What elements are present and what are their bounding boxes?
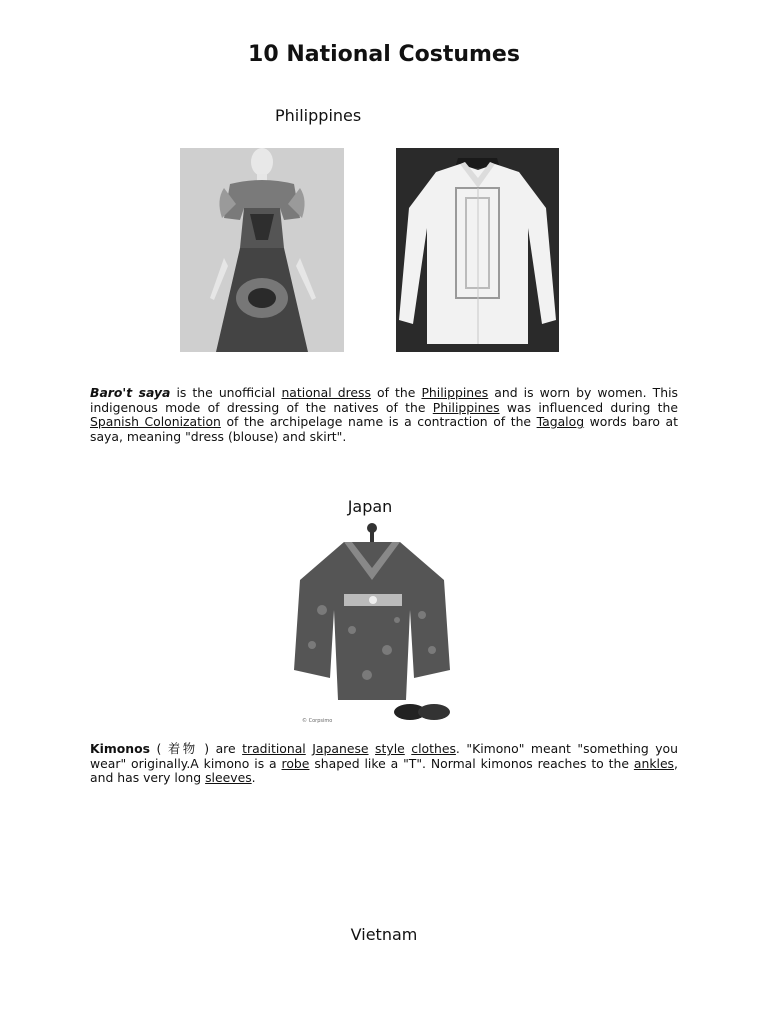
text-span: shaped like a "T". Normal kimonos reaches to the — [309, 755, 634, 771]
kimono-image — [282, 520, 452, 730]
link-clothes[interactable]: clothes — [411, 741, 456, 756]
text-span: of the — [370, 385, 422, 400]
text-span: . "Kimono" meant "something you wear" originally.A kimono is a — [90, 741, 678, 771]
link-philippines[interactable]: Philippines — [421, 385, 489, 400]
link-robe[interactable]: robe — [281, 755, 310, 771]
barong-shirt-image — [396, 148, 559, 352]
link-spanish-colonization[interactable]: Spanish Colonization — [90, 414, 221, 430]
link-philippines-2[interactable]: Philippines — [432, 399, 500, 415]
term-kimonos: Kimonos — [90, 741, 150, 756]
text-span: ( 着物 ) are — [149, 741, 243, 756]
japan-paragraph — [90, 742, 678, 786]
saya-dress-icon — [180, 148, 344, 352]
section-heading-philippines: Philippines — [275, 106, 362, 125]
kimono-icon — [282, 520, 452, 730]
section-heading-vietnam: Vietnam — [350, 925, 418, 944]
section-heading-japan: Japan — [347, 497, 393, 516]
text-span: words baro at saya, meaning "dress (blouse) and skirt". — [90, 414, 678, 444]
barong-shirt-icon — [396, 148, 559, 352]
saya-dress-image — [180, 148, 344, 352]
link-style[interactable]: style — [375, 741, 405, 756]
philippines-paragraph — [90, 386, 678, 444]
link-ankles[interactable]: ankles — [633, 755, 675, 771]
link-sleeves[interactable]: sleeves — [205, 770, 252, 786]
text-span: is the unofficial — [170, 385, 282, 400]
text-span: of the archipelage name is a contraction of the — [220, 414, 537, 430]
image-caption: © Corpsimo — [302, 718, 333, 724]
term-baro-t-saya: Baro't saya — [90, 385, 171, 400]
text-span: and is worn by women. This indigenous mode of dressing of the natives of the — [90, 385, 678, 415]
link-traditional[interactable]: traditional — [242, 741, 306, 756]
text-span: . — [251, 770, 256, 786]
link-japanese[interactable]: Japanese — [312, 741, 369, 756]
page-title: 10 National Costumes — [248, 42, 520, 67]
text-span: , and has very long — [90, 755, 678, 786]
link-national-dress[interactable]: national dress — [281, 385, 371, 400]
text-span: was influenced during the — [499, 399, 678, 415]
link-tagalog[interactable]: Tagalog — [536, 414, 585, 430]
